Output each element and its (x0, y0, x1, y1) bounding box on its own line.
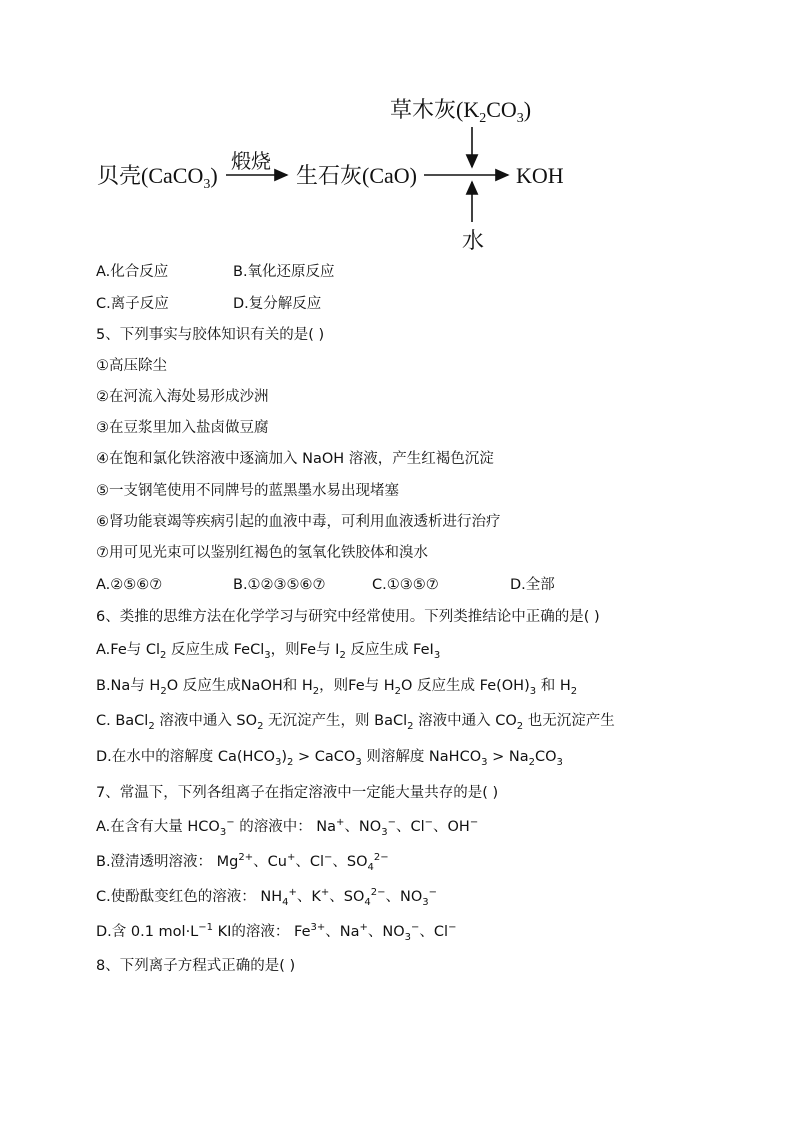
q5-option-c: C.①③⑤⑦ (372, 577, 439, 593)
q5-item-4: ④在饱和氯化铁溶液中逐滴加入 NaOH 溶液，产生红褐色沉淀 (96, 451, 494, 467)
shell-label: 贝壳(CaCO$_3$) (97, 163, 218, 192)
ash-label: 草木灰$(K_2CO_3)$ (390, 97, 532, 126)
q4-option-d: D.复分解反应 (233, 296, 322, 312)
q4-option-a: A.化合反应 (96, 264, 169, 280)
q6-option-d: D.在水中的溶解度 $Ca(HCO_3)_2$ > CaCO$_3$ 则溶解度 NaHCO$_3$ > $Na_2CO_3$ (96, 749, 563, 768)
q7-stem: 7、常温下，下列各组离子在指定溶液中一定能大量共存的是( ) (96, 785, 499, 801)
q6-option-c: C. BaCl$_2$ 溶液中通入 $SO_2$ 无沉淀产生，则 BaCl$_2$ 溶液中通入 $CO_2$ 也无沉淀产生 (96, 713, 615, 732)
q4-option-c: C.离子反应 (96, 296, 169, 312)
q5-option-a: A.②⑤⑥⑦ (96, 577, 163, 593)
q4-option-b: B.氧化还原反应 (233, 264, 335, 280)
q8-stem: 8、下列离子方程式正确的是( ) (96, 958, 296, 974)
q6-stem: 6、类推的思维方法在化学学习与研究中经常使用。下列类推结论中正确的是( ) (96, 609, 600, 625)
q5-item-1: ①高压除尘 (96, 358, 167, 374)
calcine-label: 煅烧 (231, 151, 271, 173)
q5-item-2: ②在河流入海处易形成沙洲 (96, 389, 269, 405)
q5-option-b: B.①②③⑤⑥⑦ (233, 577, 326, 593)
lime-label: 生石灰(CaO) (296, 163, 417, 188)
reaction-scheme (0, 0, 794, 260)
q6-option-a: A.Fe与 $Cl_2$ 反应生成 FeCl$_3$，则Fe与 $I_2$ 反应生成 FeI$_3$ (96, 642, 441, 661)
q5-item-7: ⑦用可见光束可以鉴别红褐色的氢氧化铁胶体和溴水 (96, 545, 428, 561)
koh-label: KOH (516, 163, 564, 188)
q5-item-5: ⑤一支钢笔使用不同牌号的蓝黑墨水易出现堵塞 (96, 483, 399, 499)
q5-item-6: ⑥肾功能衰竭等疾病引起的血液中毒，可利用血液透析进行治疗 (96, 514, 501, 530)
q7-option-d: D.含 0.1 $mol\cdot L^{-1}$ KI的溶液： $Fe^{3+}$、Na+、$NO_3^-$、Cl− (96, 922, 457, 943)
q5-item-3: ③在豆浆里加入盐卤做豆腐 (96, 420, 269, 436)
q7-option-b: B.澄清透明溶液： $Mg^{2+}$、Cu+、Cl−、$SO_4^{2-}$ (96, 852, 389, 873)
q7-option-a: A.在含有大量 $HCO_3^-$ 的溶液中： Na+、$NO_3^-$、Cl−、OH− (96, 817, 479, 838)
q5-option-d: D.全部 (510, 577, 555, 593)
water-label: 水 (462, 228, 485, 253)
q6-option-b: B.Na与 $H_2O$ 反应生成NaOH和 $H_2$，则Fe与 $H_2O$ 反应生成 $Fe(OH)_3$ 和 $H_2$ (96, 678, 578, 697)
q7-option-c: C.使酚酞变红色的溶液： $NH_4^+$、K+、$SO_4^{2-}$、$NO_3^-$ (96, 887, 438, 908)
q5-stem: 5、下列事实与胶体知识有关的是( ) (96, 327, 325, 343)
